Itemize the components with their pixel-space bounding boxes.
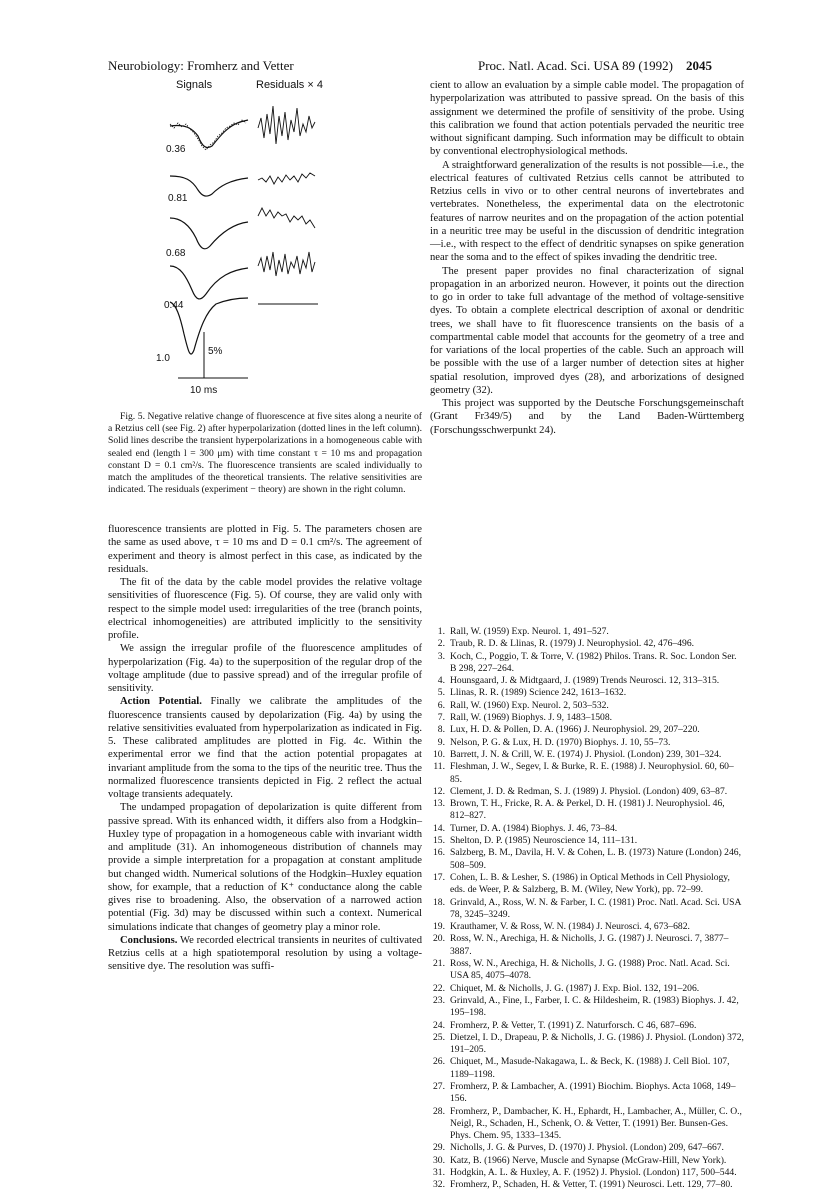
reference-number: 26. — [433, 1056, 445, 1068]
reference-number: 16. — [433, 847, 445, 859]
reference-item — [430, 835, 744, 847]
reference-item — [430, 724, 744, 736]
reference-text: Koch, C., Poggio, T. & Torre, V. (1982) Philos. Trans. R. Soc. London Ser. B 298, 227–264. — [450, 650, 737, 674]
reference-item — [430, 847, 744, 872]
figure-5 — [140, 76, 340, 398]
residual-trace-1 — [258, 106, 315, 144]
caption-text: Negative relative change of fluorescence at five sites along a neurite of a Retzius cell (see Fig. 2) after hyperpolarization (dotted lines in the left column). Solid lines describe the transient hyperpolarizations in a homogeneous cable with sealed end (length l = 300 μm) with time constant τ = 10 ms and propagation constant D = 0.1 cm²/s. The fluorescence transients are scaled individually to match the amplitudes of the theoretical transients. The relative sensitivities are indicated. The residuals (experiment − theory) are shown in the right column. — [108, 411, 422, 496]
trace-label: 0.81 — [168, 193, 188, 204]
reference-item — [430, 983, 744, 995]
reference-item — [430, 1106, 744, 1143]
paragraph: Finally we calibrate the amplitudes of the fluorescence transients caused by depolarization (Fig. 4a) by using the relative sensitivities evaluated from hyperpolarization as indicated in Fig. 5. These calibrated amplitudes are plotted in Fig. 4c. Within the experimental error we find that the action potential propagates at invariant amplitude from the soma to the tips of the neuritic tree. Thus the normalized fluorescence transients depicted in Fig. 2 reflect the actual voltage transients adequately. — [108, 696, 422, 800]
reference-number: 30. — [433, 1154, 445, 1166]
col-label-signals: Signals — [176, 79, 213, 91]
paragraph: We recorded electrical transients in neurites of cultivated Retzius cells at a high spatiotemporal resolution by using a voltage-sensitive dye. The resolution was suffi- — [108, 934, 422, 973]
reference-number: 25. — [433, 1031, 445, 1043]
reference-item — [430, 921, 744, 933]
reference-number: 21. — [433, 958, 445, 970]
reference-number: 28. — [433, 1105, 445, 1117]
reference-number: 18. — [433, 896, 445, 908]
reference-item — [430, 872, 744, 897]
paragraph: fluorescence transients are plotted in Fig. 5. The parameters chosen are the same as used above, τ = 10 ms and D = 0.1 cm²/s. The agreement of experiment and theory is almost perfect in this case, as indicated by the residuals. — [108, 524, 422, 575]
paragraph: The present paper provides no final characterization of signal propagation in an arborized neuron. However, it points out the direction to go in order to take full advantage of the method of voltage-sensitive dyes. To obtain a complete electrical description of axonal or dendritic trees, we shall have to fit fluorescence transients on the basis of a compartmental cable model that accounts for the geometry of a tree and for variations of the local properties of the cable. Such an approach will be possible with the use of a larger number of detection sites at higher spatial resolution, improved dyes (28), and arborizations of designed geometry (32). — [430, 265, 744, 396]
reference-item — [430, 1081, 744, 1106]
reference-text: Ross, W. N., Arechiga, H. & Nicholls, J. G. (1987) J. Neurosci. 7, 3877–3887. — [450, 933, 729, 957]
reference-item — [430, 651, 744, 676]
reference-text: Hounsgaard, J. & Midtgaard, J. (1989) Trends Neurosci. 12, 313–315. — [450, 675, 720, 687]
reference-item — [430, 786, 744, 798]
signal-trace-4 — [170, 266, 248, 299]
reference-item — [430, 687, 744, 699]
reference-item — [430, 700, 744, 712]
reference-number: 17. — [433, 871, 445, 883]
reference-text: Shelton, D. P. (1985) Neuroscience 14, 111–131. — [450, 835, 638, 847]
reference-item — [430, 995, 744, 1020]
reference-number: 23. — [433, 994, 445, 1006]
reference-text: Nicholls, J. G. & Purves, D. (1970) J. Physiol. (London) 209, 647–667. — [450, 1142, 724, 1154]
reference-number: 8. — [437, 724, 445, 736]
reference-item — [430, 638, 744, 650]
reference-item — [430, 933, 744, 958]
trace-label: 0.68 — [166, 248, 186, 259]
reference-number: 14. — [433, 822, 445, 834]
reference-text: Brown, T. H., Fricke, R. A. & Perkel, D. H. (1981) J. Neurophysiol. 46, 812–827. — [450, 798, 725, 822]
reference-text: Krauthamer, V. & Ross, W. N. (1984) J. Neurosci. 4, 673–682. — [450, 921, 690, 933]
paragraph: A straightforward generalization of the results is not possible—i.e., the electrical features of cultivated Retzius cells cannot be attributed to Retzius cells in vivo or to other central neurons of invertebrates and vertebrates. Nonetheless, the experimental data on the electrotonic features of narrow neurites and on the propagation of the action potential in a neuritic tree may be useful in the discussion of dendritic integration—i.e., with respect to the effect of dendritic synapses on spike generation near the soma and to the effect of spikes invading the dendritic tree. — [430, 159, 744, 264]
residual-trace-2 — [258, 173, 315, 184]
paragraph: The fit of the data by the cable model provides the relative voltage sensitivities of fluorescence (Fig. 5). Of course, they are valid only with respect to the simple model used: irregularities of the tree (branch points, electrical inhomogeneities) are attributed implicitly to the sensitivity profile. — [108, 577, 422, 641]
reference-text: Clement, J. D. & Redman, S. J. (1989) J. Physiol. (London) 409, 63–87. — [450, 785, 728, 797]
reference-number: 1. — [437, 626, 445, 637]
reference-item — [430, 675, 744, 687]
reference-number: 20. — [433, 933, 445, 945]
reference-number: 32. — [433, 1179, 445, 1191]
reference-text: Traub, R. D. & Llinas, R. (1979) J. Neurophysiol. 42, 476–496. — [450, 638, 695, 650]
reference-number: 6. — [437, 699, 445, 711]
reference-text: Rall, W. (1959) Exp. Neurol. 1, 491–527. — [450, 626, 609, 637]
reference-item — [430, 1155, 744, 1167]
section-heading-conclusions: Conclusions. — [120, 934, 178, 946]
reference-item — [430, 712, 744, 724]
reference-item — [430, 958, 744, 983]
reference-number: 4. — [437, 675, 445, 687]
reference-item — [430, 1032, 744, 1057]
reference-item — [430, 897, 744, 922]
reference-text: Rall, W. (1969) Biophys. J. 9, 1483–1508. — [450, 712, 613, 724]
reference-text: Ross, W. N., Arechiga, H. & Nicholls, J. G. (1988) Proc. Natl. Acad. Sci. USA 85, 4075–4078. — [450, 958, 730, 982]
reference-text: Grinvald, A., Fine, I., Farber, I. C. & Hildesheim, R. (1983) Biophys. J. 42, 195–198. — [450, 994, 739, 1019]
scale-label-percent: 5% — [208, 346, 223, 357]
caption-label: Fig. 5. — [120, 411, 145, 422]
signal-trace-3 — [170, 218, 248, 249]
reference-text: Lux, H. D. & Pollen, D. A. (1966) J. Neurophysiol. 29, 207–220. — [450, 724, 700, 736]
reference-number: 22. — [433, 982, 445, 994]
reference-number: 5. — [437, 687, 445, 699]
reference-number: 9. — [437, 736, 445, 748]
reference-item — [430, 737, 744, 749]
reference-number: 19. — [433, 921, 445, 933]
trace-label: 1.0 — [156, 353, 170, 364]
figure-caption — [108, 411, 422, 496]
reference-text: Cohen, L. B. & Lesher, S. (1986) in Optical Methods in Cell Physiology, eds. de Weer, P. & Salzberg, B. M. (Wiley, New York), pp. 72–99. — [450, 871, 730, 896]
reference-text: Barrett, J. N. & Crill, W. E. (1974) J. Physiol. (London) 239, 301–324. — [450, 748, 722, 760]
right-column — [430, 79, 744, 437]
reference-item — [430, 798, 744, 823]
reference-text: Rall, W. (1960) Exp. Neurol. 2, 503–532. — [450, 699, 609, 711]
reference-item — [430, 1056, 744, 1081]
reference-number: 13. — [433, 798, 445, 810]
reference-number: 7. — [437, 712, 445, 724]
reference-text: Fromherz, P., Schaden, H. & Vetter, T. (1991) Neurosci. Lett. 129, 77–80. — [450, 1179, 733, 1191]
reference-text: Fleshman, J. W., Segev, I. & Burke, R. E. (1988) J. Neurophysiol. 60, 60–85. — [450, 761, 734, 785]
trace-label: 0.36 — [166, 144, 186, 155]
running-header-left: Neurobiology: Fromherz and Vetter — [108, 58, 294, 73]
reference-item — [430, 1167, 744, 1179]
reference-item — [430, 823, 744, 835]
residual-trace-3 — [258, 208, 315, 228]
running-header-journal: Proc. Natl. Acad. Sci. USA 89 (1992) — [478, 58, 673, 73]
page-number: 2045 — [686, 58, 712, 73]
scale-label-time: 10 ms — [190, 385, 218, 396]
reference-number: 27. — [433, 1080, 445, 1092]
reference-item — [430, 1020, 744, 1032]
reference-number: 29. — [433, 1142, 445, 1154]
acknowledgments: This project was supported by the Deutsche Forschungsgemeinschaft (Grant Fr349/5) and by the Land Baden-Württemberg (Forschungsschwerpunkt 24). — [430, 398, 744, 436]
section-heading-action-potential: Action Potential. — [120, 696, 202, 708]
reference-text: Katz, B. (1966) Nerve, Muscle and Synapse (McGraw-Hill, New York). — [450, 1154, 727, 1166]
reference-number: 3. — [437, 650, 445, 662]
reference-text: Fromherz, P. & Vetter, T. (1991) Z. Naturforsch. C 46, 687–696. — [450, 1019, 697, 1031]
reference-text: Hodgkin, A. L. & Huxley, A. F. (1952) J. Physiol. (London) 117, 500–544. — [450, 1167, 737, 1179]
reference-text: Grinvald, A., Ross, W. N. & Farber, I. C. (1981) Proc. Natl. Acad. Sci. USA 78, 3245–3249. — [450, 896, 741, 920]
reference-text: Fromherz, P. & Lambacher, A. (1991) Biochim. Biophys. Acta 1068, 149–156. — [450, 1080, 736, 1105]
reference-list — [430, 626, 744, 1192]
reference-item — [430, 626, 744, 638]
reference-number: 31. — [433, 1167, 445, 1179]
reference-text: Dietzel, I. D., Drapeau, P. & Nicholls, J. G. (1986) J. Physiol. (London) 372, 191–205. — [450, 1031, 744, 1056]
left-column — [108, 523, 422, 974]
reference-text: Llinas, R. R. (1989) Science 242, 1613–1632. — [450, 687, 627, 699]
trace-label: 0.44 — [164, 300, 184, 311]
reference-number: 24. — [433, 1019, 445, 1031]
col-label-residuals: Residuals × 4 — [256, 79, 323, 91]
reference-number: 2. — [437, 638, 445, 650]
reference-text: Turner, D. A. (1984) Biophys. J. 46, 73–84. — [450, 822, 618, 834]
reference-number: 15. — [433, 835, 445, 847]
reference-text: Salzberg, B. M., Davila, H. V. & Cohen, L. B. (1973) Nature (London) 246, 508–509. — [450, 847, 741, 871]
reference-text: Nelson, P. G. & Lux, H. D. (1970) Biophys. J. 10, 55–73. — [450, 736, 671, 748]
residual-trace-4 — [258, 252, 315, 276]
reference-item — [430, 749, 744, 761]
reference-number: 11. — [433, 761, 445, 773]
paragraph: We assign the irregular profile of the fluorescence amplitudes of hyperpolarization (Fig. 4a) to the superposition of the regular drop of the voltage amplitude (due to passive spread) and of the irregular profile of sensitivity. — [108, 643, 422, 694]
reference-item — [430, 1142, 744, 1154]
reference-text: Chiquet, M. & Nicholls, J. G. (1987) J. Exp. Biol. 132, 191–206. — [450, 982, 700, 994]
reference-text: Fromherz, P., Dambacher, K. H., Ephardt, H., Lambacher, A., Müller, C. O., Neigl, R., Schaden, H., Schenk, O. & Vetter, T. (1991) Ber. Bunsen-Ges. Phys. Chem. 95, 1333–1345. — [450, 1105, 742, 1142]
reference-text: Chiquet, M., Masude-Nakagawa, L. & Beck, K. (1988) J. Cell Biol. 107, 1189–1198. — [450, 1056, 730, 1080]
reference-number: 10. — [433, 748, 445, 760]
paragraph: The undamped propagation of depolarization is quite different from passive spread. With its enhanced width, it differs also from a Hodgkin–Huxley type of propagation in a homogeneous cable with invariant width and amplitude (31). An inhomogeneous distribution of channels may provide a simple interpretation for a propagation at constant amplitude but changed width. Numerical solutions of the Hodgkin–Huxley equation show, for example, that a reduction of K⁺ conductance along the cable gives rise to broadening. Also, the observation of a narrowed action potential (Fig. 3d) may be discussed within such a context. Numerical simulations indicate that changes of geometry play a minor role. — [108, 802, 422, 933]
reference-number: 12. — [433, 785, 445, 797]
reference-item — [430, 761, 744, 786]
reference-item — [430, 1179, 744, 1191]
paragraph: cient to allow an evaluation by a simple cable model. The propagation of hyperpolarization was attributed to passive spread. On the basis of this assignment we determined the profile of sensitivity of the probe. Using this calibration we found that action potentials pervaded the neuritic tree without significant damping. Such information may be difficult to obtain by conventional electrophysiological methods. — [430, 80, 744, 158]
